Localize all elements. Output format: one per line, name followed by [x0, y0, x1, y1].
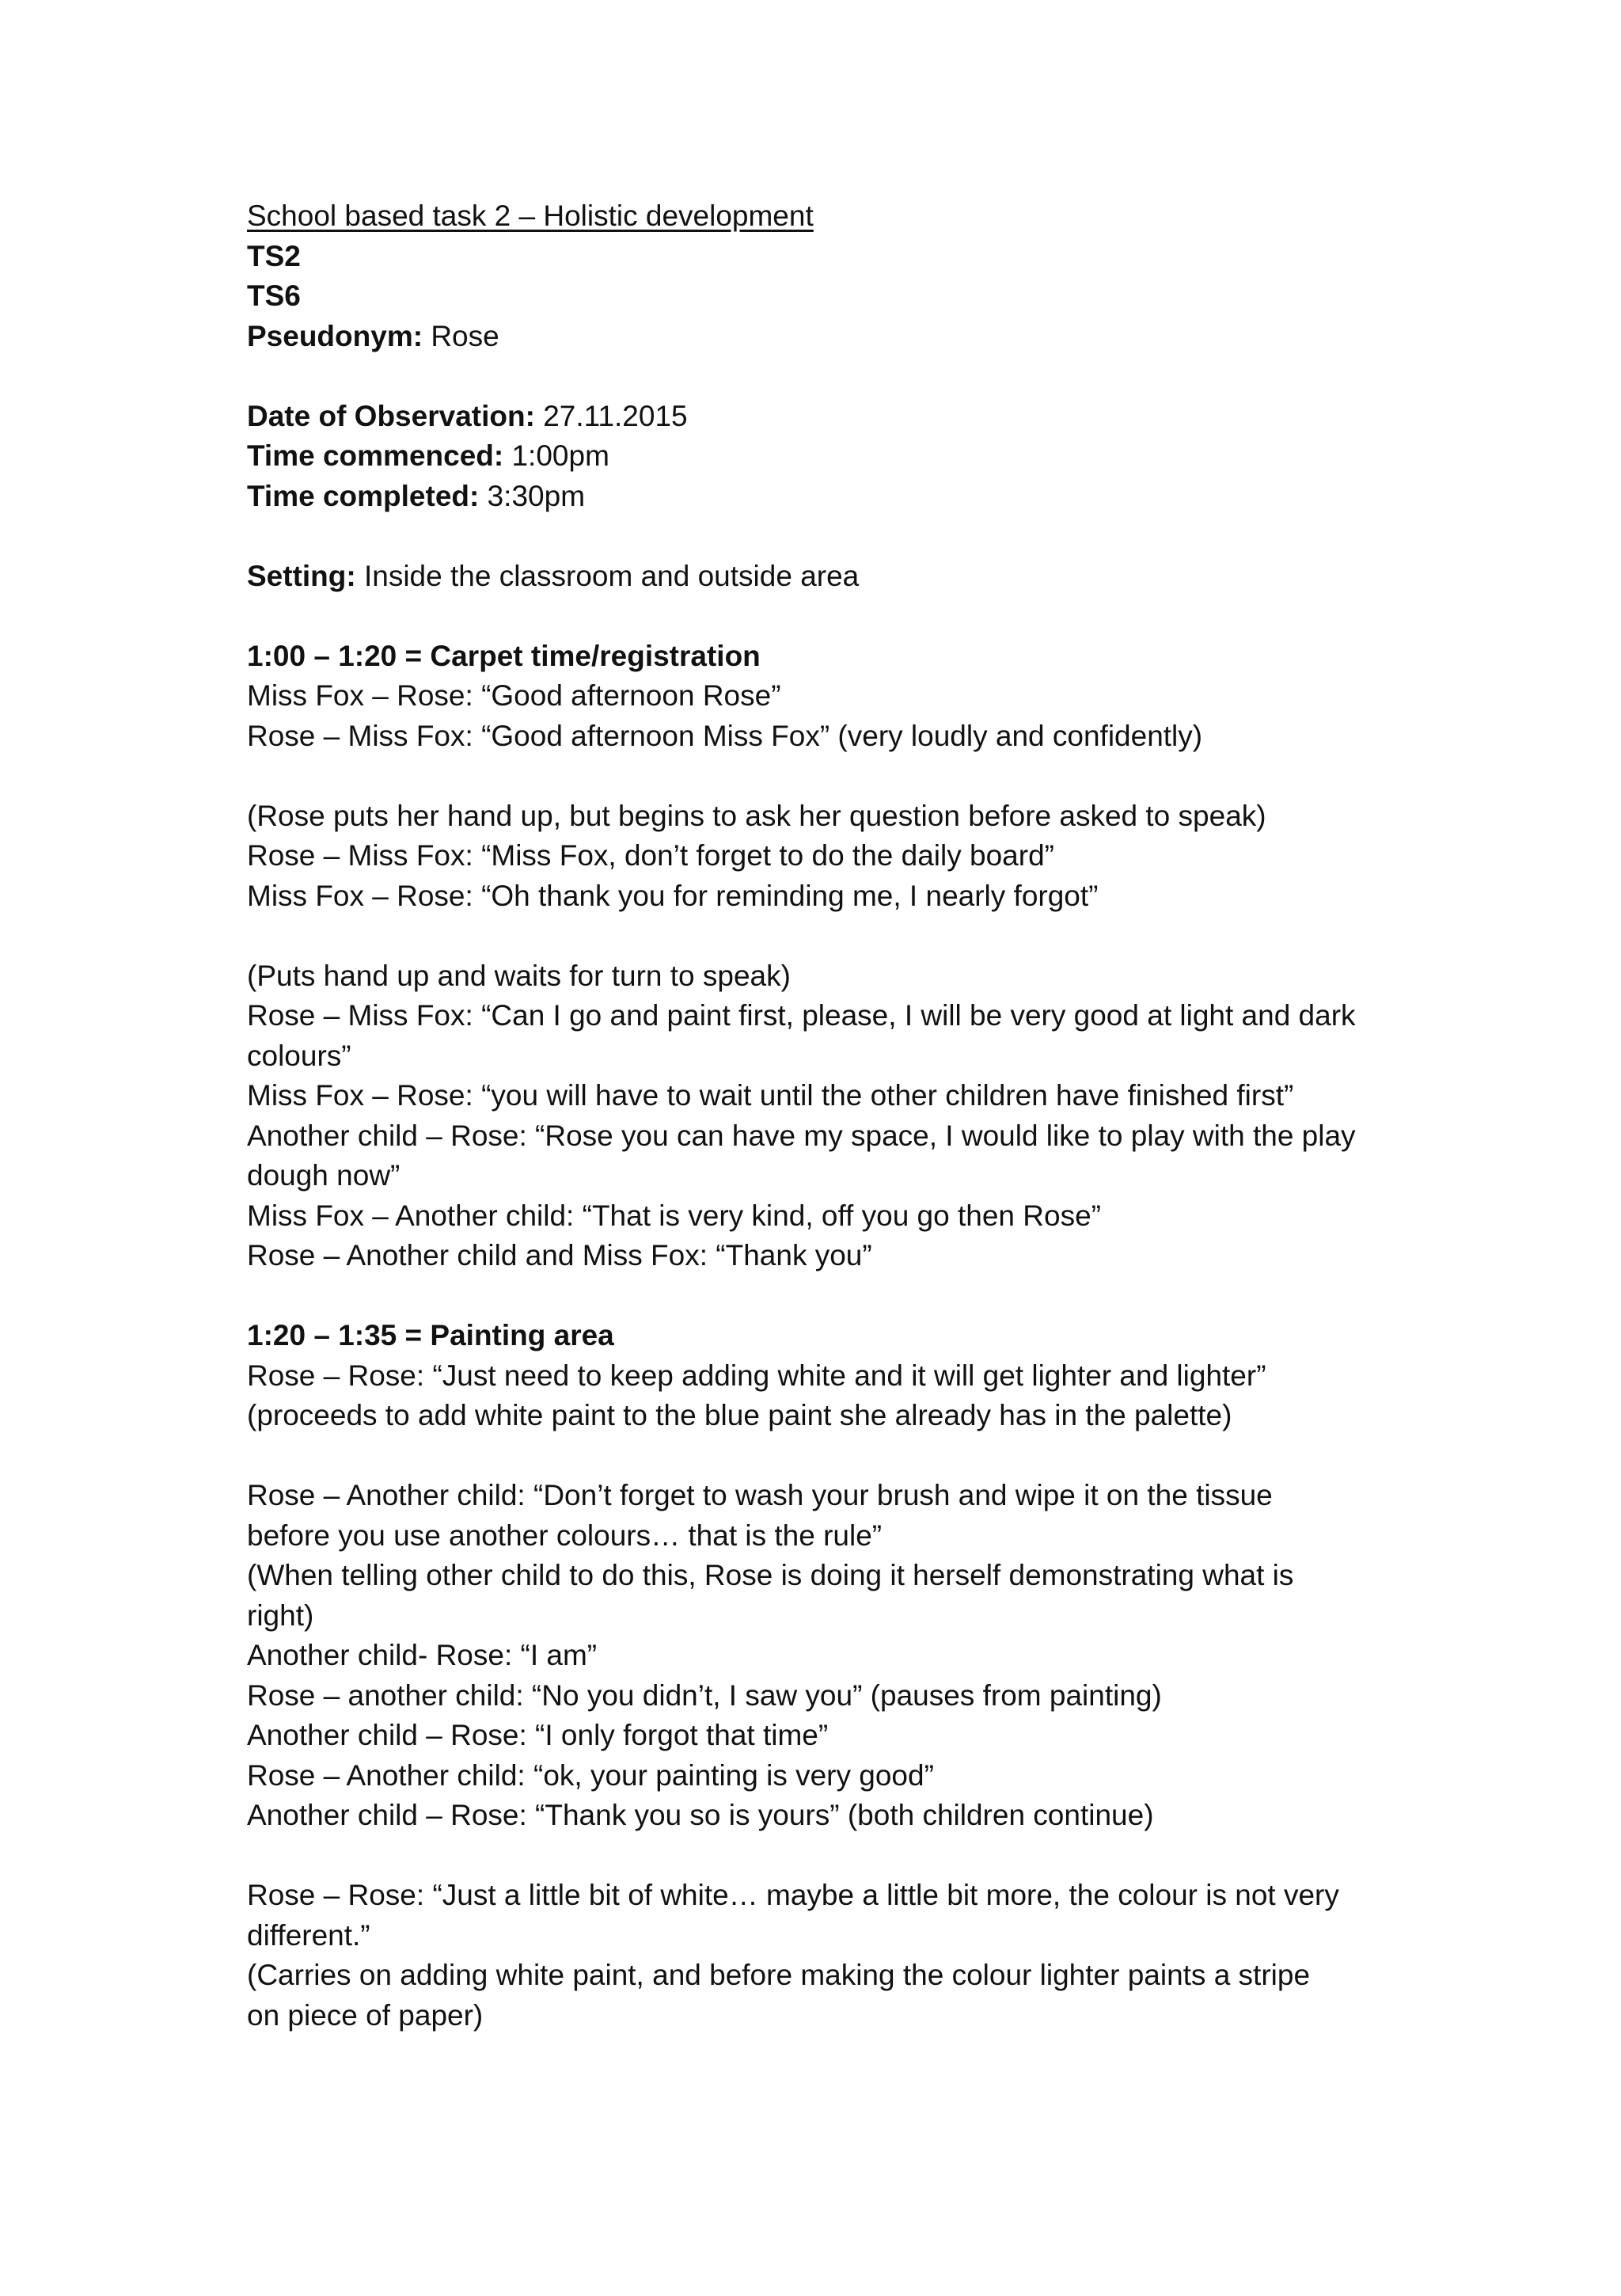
transcript-line: on piece of paper)	[247, 1998, 484, 2032]
transcript-line: dough now”	[247, 1159, 401, 1192]
setting-value: Inside the classroom and outside area	[363, 559, 860, 592]
section-heading: 1:00 – 1:20 = Carpet time/registration	[247, 639, 761, 672]
pseudonym-value: Rose	[431, 319, 499, 352]
transcript-line: before you use another colours… that is the rule”	[247, 1519, 883, 1552]
observation-date-row	[247, 397, 1418, 437]
time-commenced-value: 1:00pm	[511, 439, 609, 472]
observation-sections	[247, 637, 1418, 2036]
transcript-line: Rose – Another child and Miss Fox: “Thank you”	[247, 1239, 872, 1272]
observation-section	[247, 637, 1418, 1276]
transcript-line: Miss Fox – Rose: “Good afternoon Rose”	[247, 679, 781, 712]
transcript-line: Rose – Another child: “ok, your painting is very good”	[247, 1758, 934, 1792]
time-completed-row	[247, 477, 1418, 517]
transcript-line: Another child- Rose: “I am”	[247, 1639, 598, 1671]
transcript-line: (Carries on adding white paint, and before making the colour lighter paints a stripe	[247, 1959, 1311, 1991]
setting-row	[247, 557, 1418, 597]
time-commenced-row	[247, 436, 1418, 477]
teaching-standard-1: TS2	[247, 239, 301, 272]
setting-label: Setting:	[247, 559, 356, 592]
spacer	[247, 516, 1418, 557]
observation-date-label: Date of Observation:	[247, 399, 535, 432]
time-completed-label: Time completed:	[247, 479, 480, 512]
transcript-line: (proceeds to add white paint to the blue paint she already has in the palette)	[247, 1399, 1232, 1431]
transcript-line: Miss Fox – Rose: “you will have to wait until the other children have finished first”	[247, 1079, 1294, 1112]
spacer	[247, 1836, 1418, 1876]
time-commenced-label: Time commenced:	[247, 439, 504, 472]
document-title: School based task 2 – Holistic development	[247, 200, 814, 232]
transcript-line: Rose – Miss Fox: “Good afternoon Miss Fox” (very loudly and confidently)	[247, 719, 1203, 752]
spacer	[247, 1436, 1418, 1477]
transcript-line: (Rose puts her hand up, but begins to ask her question before asked to speak)	[247, 799, 1266, 832]
pseudonym-row	[247, 317, 1418, 357]
transcript-line: colours”	[247, 1039, 351, 1072]
transcript-line: Miss Fox – Another child: “That is very kind, off you go then Rose”	[247, 1199, 1101, 1232]
transcript-line: Rose – Miss Fox: “Can I go and paint first, please, I will be very good at light and dark	[247, 999, 1356, 1032]
transcript-line: different.”	[247, 1918, 370, 1952]
transcript-line: Another child – Rose: “I only forgot that time”	[247, 1719, 829, 1751]
time-completed-value: 3:30pm	[487, 479, 586, 512]
transcript-line: Rose – Miss Fox: “Miss Fox, don’t forget to do the daily board”	[247, 839, 1054, 872]
spacer	[247, 756, 1418, 796]
spacer	[247, 916, 1418, 956]
document-page	[247, 196, 1418, 2036]
transcript-line: right)	[247, 1598, 314, 1632]
observation-section	[247, 1316, 1418, 2036]
spacer	[247, 596, 1418, 637]
transcript-line: (Puts hand up and waits for turn to speak)	[247, 959, 791, 992]
transcript-line: Miss Fox – Rose: “Oh thank you for reminding me, I nearly forgot”	[247, 879, 1099, 912]
pseudonym-label: Pseudonym:	[247, 319, 423, 352]
observation-date-value: 27.11.2015	[543, 399, 688, 432]
section-heading: 1:20 – 1:35 = Painting area	[247, 1319, 614, 1351]
transcript-line: Rose – Rose: “Just a little bit of white… maybe a little bit more, the colour is not very	[247, 1879, 1339, 1911]
spacer	[247, 1276, 1418, 1317]
transcript-line: Another child – Rose: “Rose you can have my space, I would like to play with the play	[247, 1119, 1356, 1152]
transcript-line: Rose – Another child: “Don’t forget to wash your brush and wipe it on the tissue	[247, 1479, 1273, 1511]
transcript-line: Rose – another child: “No you didn’t, I saw you” (pauses from painting)	[247, 1678, 1162, 1712]
spacer	[247, 356, 1418, 397]
transcript-line: (When telling other child to do this, Rose is doing it herself demonstrating what is	[247, 1559, 1294, 1591]
teaching-standard-2: TS6	[247, 279, 301, 312]
transcript-line: Another child – Rose: “Thank you so is yours” (both children continue)	[247, 1799, 1154, 1831]
transcript-line: Rose – Rose: “Just need to keep adding white and it will get lighter and lighter”	[247, 1359, 1266, 1392]
